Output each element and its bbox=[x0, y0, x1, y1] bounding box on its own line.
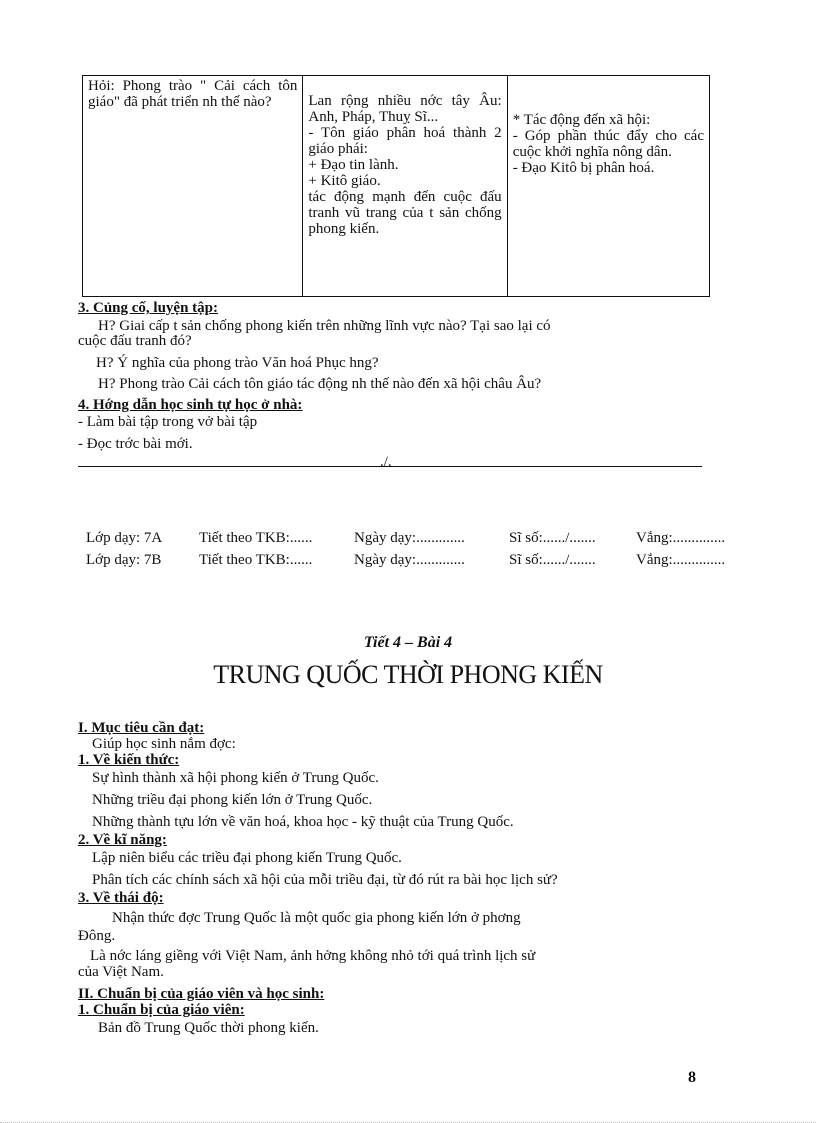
teacher-prep-heading: 1. Chuẩn bị của giáo viên: bbox=[78, 1002, 245, 1018]
knowledge-heading: 1. Về kiến thức: bbox=[78, 752, 180, 768]
period-field: Tiết theo TKB:...... bbox=[199, 552, 313, 568]
answer-cell bbox=[303, 76, 507, 297]
homework-item: - Làm bài tập trong vở bài tập bbox=[78, 414, 258, 430]
impact-line: - Đạo Kitô bị phân hoá. bbox=[512, 160, 655, 176]
attitude-item: Là nớc láng giềng với Việt Nam, ảnh hởng không nhỏ tới quá trình lịch sử bbox=[90, 948, 536, 964]
section3-heading: 3. Củng cố, luyện tập: bbox=[78, 300, 219, 316]
answer-line: tác động mạnh đến cuộc đấu tranh vũ trang của t sản chống phong kiến. bbox=[308, 189, 502, 237]
date-field: Ngày dạy:............. bbox=[354, 530, 465, 546]
impact-cell bbox=[507, 76, 709, 297]
answer-line: + Đạo tin lành. bbox=[308, 157, 399, 173]
page-number: 8 bbox=[688, 1069, 696, 1086]
schedule-row bbox=[86, 552, 725, 568]
attendance-field: Sĩ số:....../....... bbox=[509, 552, 596, 568]
knowledge-item: Sự hình thành xã hội phong kiến ở Trung Quốc. bbox=[92, 770, 379, 786]
attitude-heading: 3. Về thái độ: bbox=[78, 890, 164, 906]
knowledge-item: Những triều đại phong kiến lớn ở Trung Quốc. bbox=[92, 792, 373, 808]
answer-line: - Tôn giáo phân hoá thành 2 giáo phái: bbox=[308, 125, 502, 157]
skills-item: Phân tích các chính sách xã hội của mỗi triều đại, từ đó rút ra bài học lịch sử? bbox=[92, 872, 558, 888]
question-text: Hỏi: Phong trào " Cải cách tôn giáo" đã phát triển nh thế nào? bbox=[88, 78, 298, 110]
attendance-field: Sĩ số:....../....... bbox=[509, 530, 596, 546]
absent-field: Vắng:.............. bbox=[636, 530, 726, 546]
lesson-subtitle: Tiết 4 – Bài 4 bbox=[363, 634, 453, 651]
teacher-prep-item: Bản đồ Trung Quốc thời phong kiến. bbox=[98, 1020, 319, 1036]
impact-line: - Góp phần thúc đẩy cho các cuộc khởi nghĩa nông dân. bbox=[512, 128, 704, 160]
table-row bbox=[83, 76, 710, 297]
review-question-1: H? Giai cấp t sản chống phong kiến trên những lĩnh vực nào? Tại sao lại có bbox=[98, 318, 551, 334]
class-label: Lớp dạy: 7A bbox=[86, 530, 163, 546]
section4-heading: 4. Hớng dẫn học sinh tự học ở nhà: bbox=[78, 397, 303, 413]
homework-item: - Đọc trớc bài mới. bbox=[78, 436, 193, 452]
attitude-item: Nhận thức đợc Trung Quốc là một quốc gia phong kiến lớn ở phơng bbox=[112, 910, 521, 926]
period-field: Tiết theo TKB:...... bbox=[199, 530, 313, 546]
schedule-row bbox=[86, 530, 725, 546]
lesson-title: TRUNG QUỐC THỜI PHONG KIẾN bbox=[213, 660, 603, 689]
skills-item: Lập niên biểu các triều đại phong kiến Trung Quốc. bbox=[92, 850, 402, 866]
objectives-heading: I. Mục tiêu cần đạt: bbox=[78, 720, 205, 736]
attitude-item-cont: Đông. bbox=[78, 928, 116, 944]
class-label: Lớp dạy: 7B bbox=[86, 552, 162, 568]
preparation-heading: II. Chuẩn bị của giáo viên và học sinh: bbox=[78, 986, 325, 1002]
absent-field: Vắng:.............. bbox=[636, 552, 726, 568]
end-mark: ./. bbox=[380, 454, 392, 470]
review-question-3: H? Phong trào Cải cách tôn giáo tác động nh thế nào đến xã hội châu Âu? bbox=[98, 376, 542, 392]
objectives-intro: Giúp học sinh nắm đợc: bbox=[92, 736, 236, 752]
lesson-table bbox=[82, 75, 710, 297]
skills-heading: 2. Về kĩ năng: bbox=[78, 832, 167, 848]
divider bbox=[78, 466, 702, 467]
answer-line: Lan rộng nhiều nớc tây Âu: Anh, Pháp, Thuỵ Sĩ... bbox=[308, 93, 502, 125]
date-field: Ngày dạy:............. bbox=[354, 552, 465, 568]
review-question-2: H? Ý nghĩa của phong trào Văn hoá Phục hng? bbox=[96, 355, 379, 371]
answer-line: + Kitô giáo. bbox=[308, 173, 381, 189]
question-cell bbox=[83, 76, 303, 297]
review-question-1-cont: cuộc đấu tranh đó? bbox=[78, 333, 192, 349]
knowledge-item: Những thành tựu lớn về văn hoá, khoa học - kỹ thuật của Trung Quốc. bbox=[92, 814, 514, 830]
attitude-item-cont: của Việt Nam. bbox=[78, 964, 164, 980]
impact-line: * Tác động đến xã hội: bbox=[512, 112, 651, 128]
